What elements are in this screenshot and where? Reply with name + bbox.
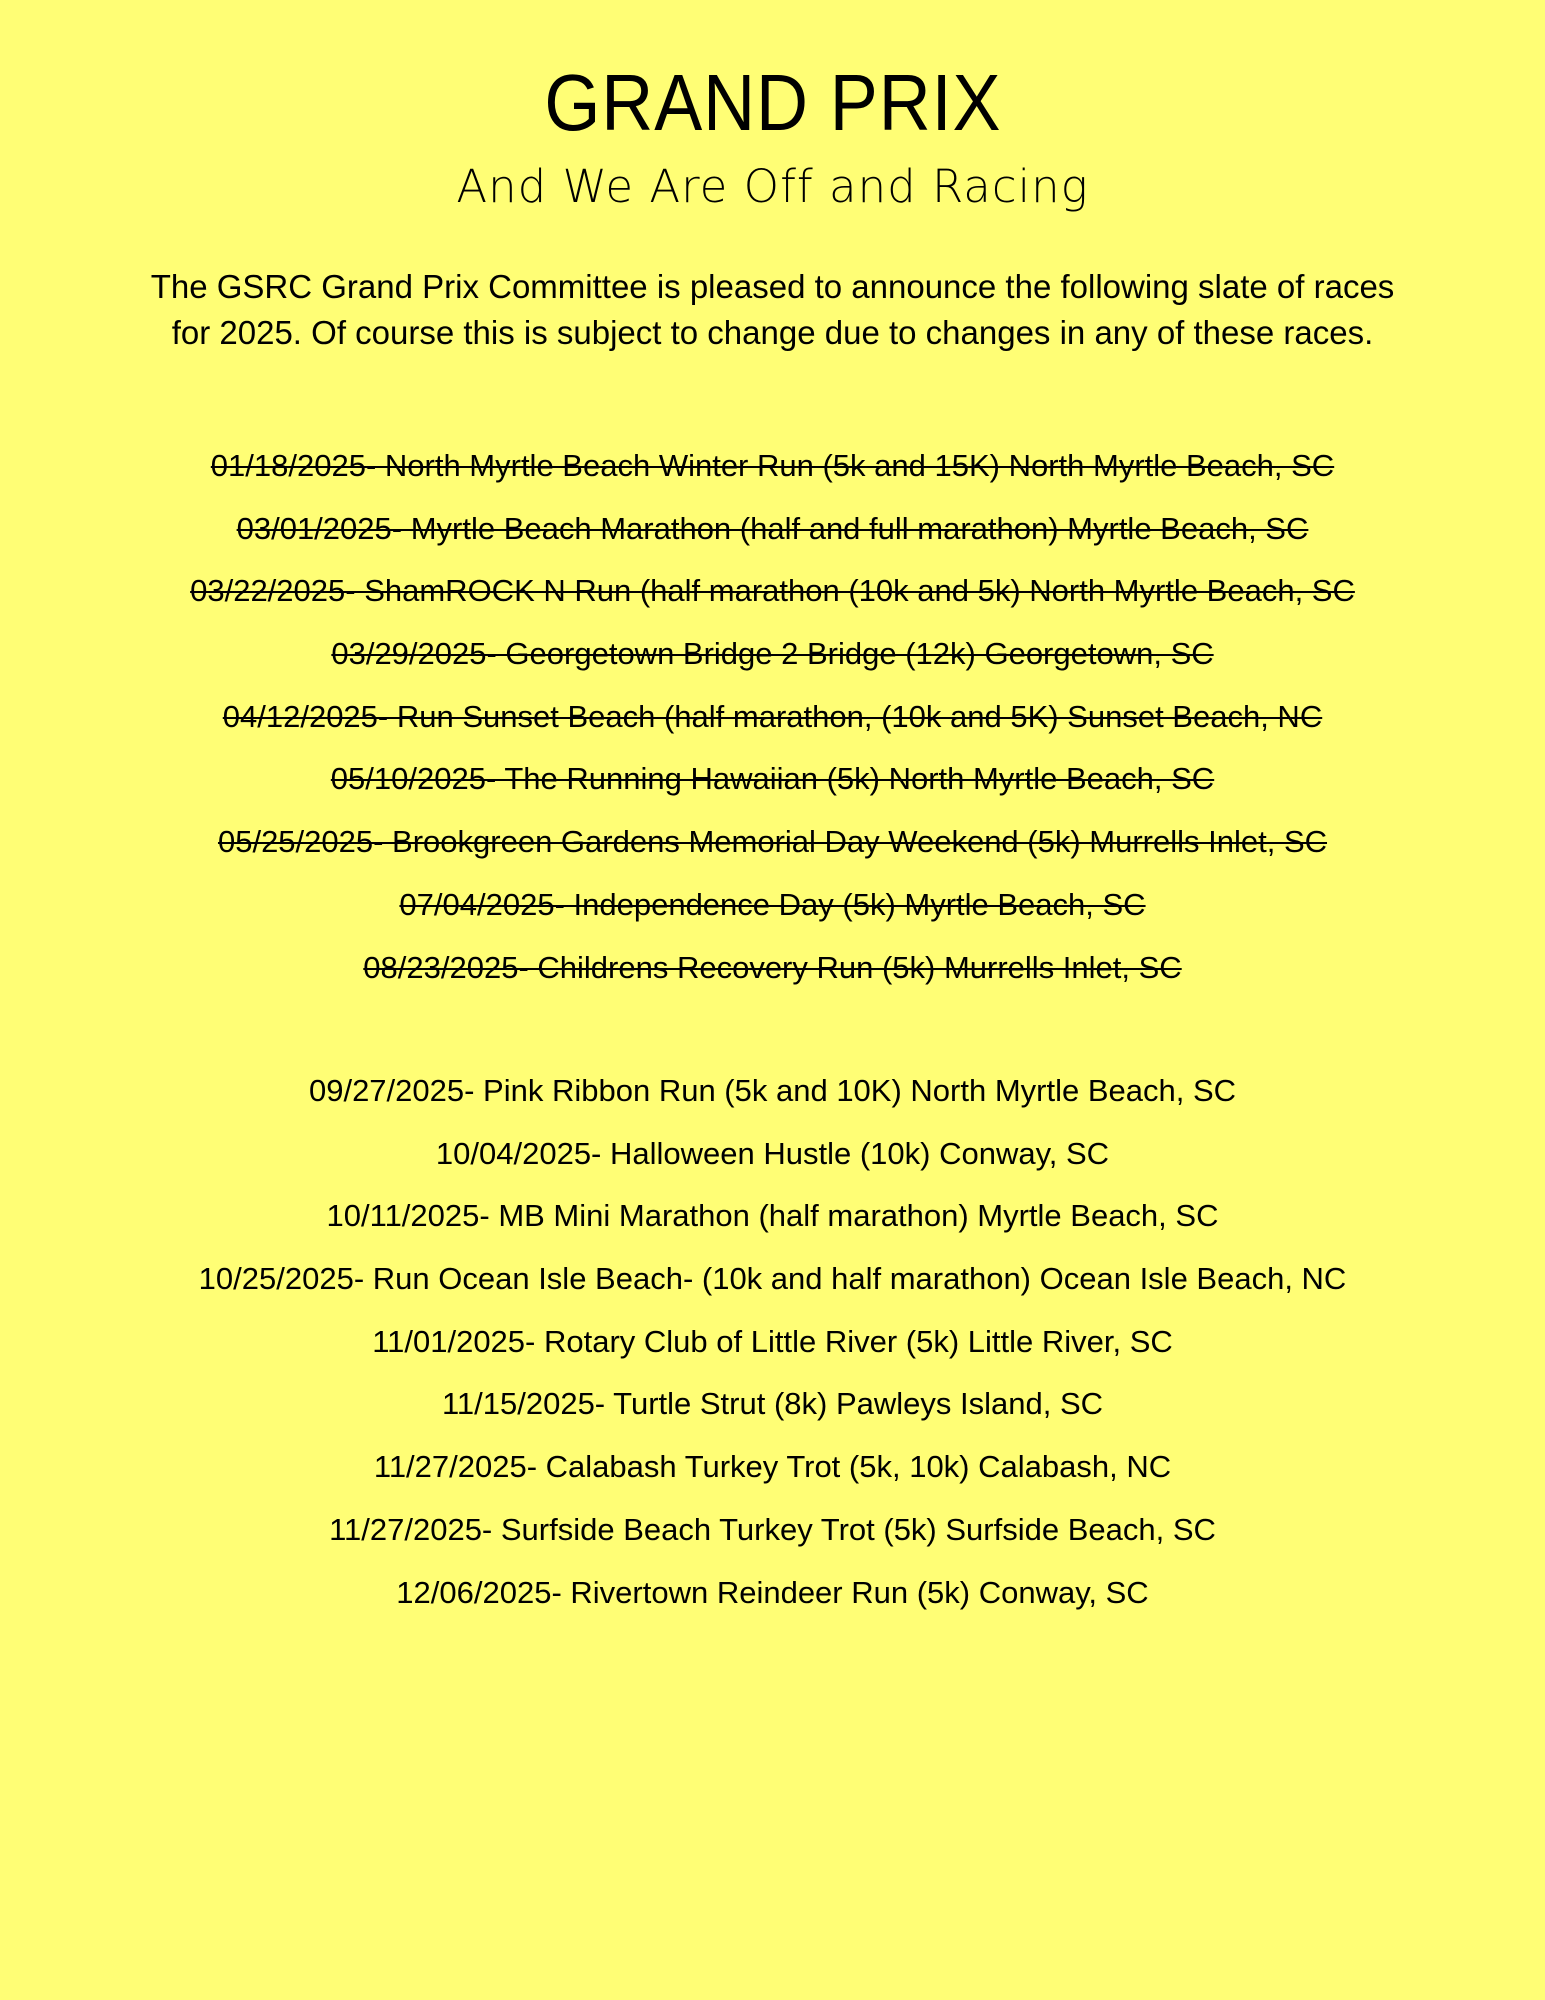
completed-race-item: 03/22/2025- ShamROCK N Run (half marathon (10k and 5k) North Myrtle Beach, SC [190,573,1355,609]
upcoming-race-item: 11/27/2025- Calabash Turkey Trot (5k, 10k) Calabash, NC [373,1449,1172,1485]
completed-race-item: 04/12/2025- Run Sunset Beach (half marathon, (10k and 5K) Sunset Beach, NC [222,698,1323,734]
upcoming-race-item: 09/27/2025- Pink Ribbon Run (5k and 10K) North Myrtle Beach, SC [308,1073,1237,1108]
upcoming-race-item: 12/06/2025- Rivertown Reindeer Run (5k) Conway, SC [396,1574,1149,1610]
page-title [0,58,1545,148]
upcoming-race-item: 11/27/2025- Surfside Beach Turkey Trot (5k) Surfside Beach, SC [329,1511,1216,1547]
completed-race-item: 01/18/2025- North Myrtle Beach Winter Run (5k and 15K) North Myrtle Beach, SC [210,448,1335,483]
completed-races-list [0,435,1545,999]
completed-race-item: 05/25/2025- Brookgreen Gardens Memorial Day Weekend (5k) Murrells Inlet, SC [217,824,1328,860]
page-subtitle: And We Are Off and Racing [456,160,1089,213]
upcoming-race-item: 10/04/2025- Halloween Hustle (10k) Conway, SC [435,1135,1110,1171]
upcoming-races-list [0,1060,1545,1624]
completed-race-item: 05/10/2025- The Running Hawaiian (5k) North Myrtle Beach, SC [330,761,1215,797]
completed-race-item: 08/23/2025- Childrens Recovery Run (5k) Murrells Inlet, SC [363,949,1182,985]
upcoming-race-item: 11/15/2025- Turtle Strut (8k) Pawleys Island, SC [441,1386,1104,1422]
upcoming-race-item: 10/11/2025- MB Mini Marathon (half marathon) Myrtle Beach, SC [326,1198,1219,1234]
page-title-text: GRAND PRIX [543,58,1002,147]
intro-paragraph: The GSRC Grand Prix Committee is pleased to announce the following slate of races for 2025. Of course this is subject to change due to changes in any of these races. [150,268,1395,351]
upcoming-race-item: 11/01/2025- Rotary Club of Little River (5k) Little River, SC [372,1323,1173,1359]
completed-race-item: 07/04/2025- Independence Day (5k) Myrtle Beach, SC [399,886,1146,922]
upcoming-race-item: 10/25/2025- Run Ocean Isle Beach- (10k and half marathon) Ocean Isle Beach, NC [198,1261,1347,1297]
completed-race-item: 03/29/2025- Georgetown Bridge 2 Bridge (12k) Georgetown, SC [331,636,1214,672]
completed-race-item: 03/01/2025- Myrtle Beach Marathon (half and full marathon) Myrtle Beach, SC [236,510,1309,546]
